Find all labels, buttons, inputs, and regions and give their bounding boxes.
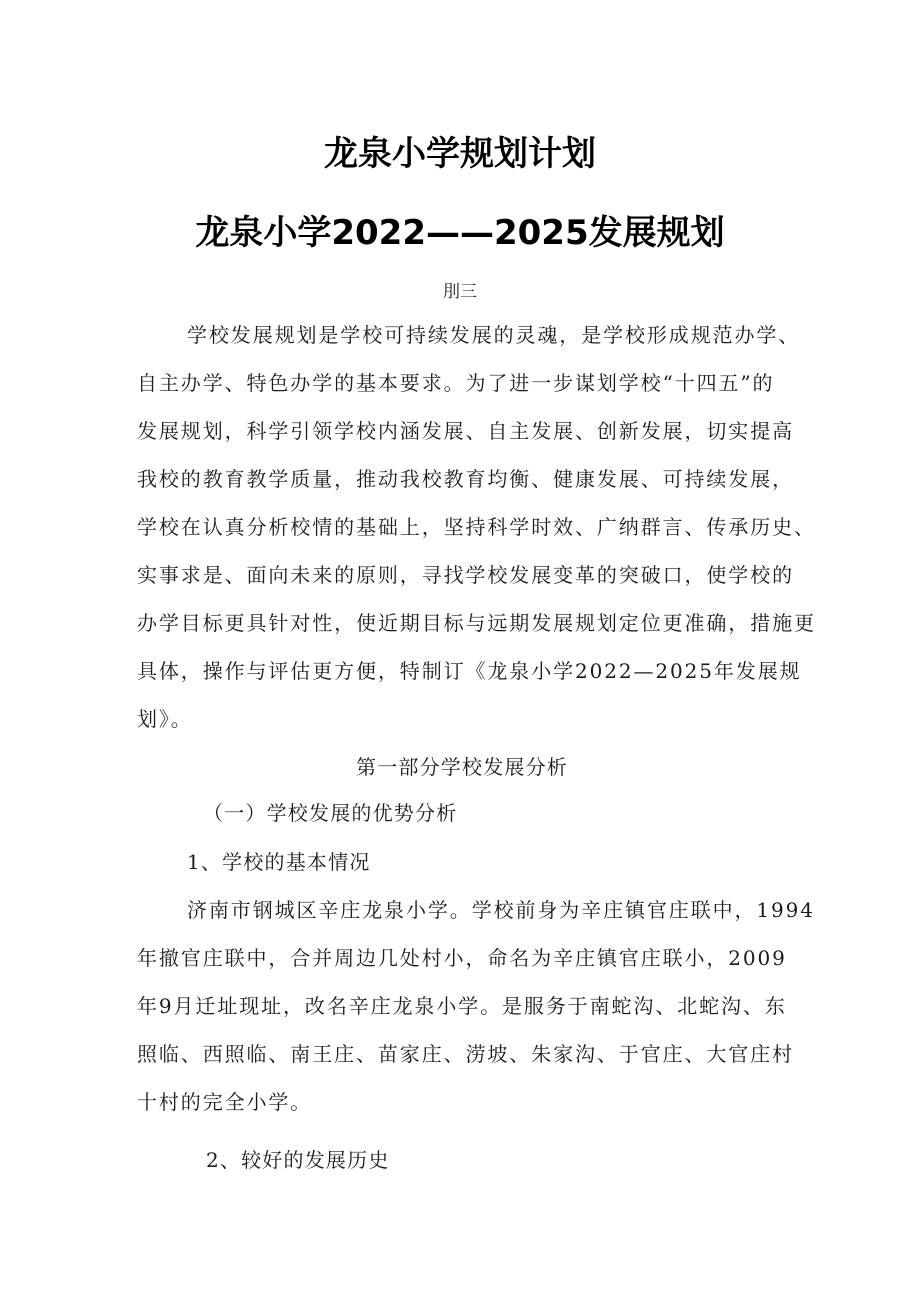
item1-line-3: 年9月迁址现址，改名辛庄龙泉小学。是服务于南蛇沟、北蛇沟、东 [137, 994, 787, 1018]
preface-line-2: 自主办学、特色办学的基本要求。为了进一步谋划学校“十四五”的 [137, 371, 775, 395]
preface-line-5: 学校在认真分析校情的基础上，坚持科学时效、广纳群言、传承历史、 [137, 515, 816, 539]
item1-line-4: 照临、西照临、南王庄、苗家庄、涝坡、朱家沟、于官庄、大官庄村 [137, 1042, 794, 1066]
preface-line-3: 发展规划，科学引领学校内涵发展、自主发展、创新发展，切实提高 [137, 419, 794, 443]
item1-line-1: 济南市钢城区辛庄龙泉小学。学校前身为辛庄镇官庄联中，1994 [187, 898, 815, 922]
preface-line-9: 划》。 [137, 707, 193, 731]
document-title: 龙泉小学规划计划 [324, 134, 596, 174]
document-subtitle: 龙泉小学2022——2025发展规划 [195, 213, 725, 253]
preface-line-8: 具体，操作与评估更方便，特制订《龙泉小学2022—2025年发展规 [137, 659, 802, 683]
preface-line-6: 实事求是、面向未来的原则，寻找学校发展变革的突破口，使学校的 [137, 563, 794, 587]
item1-line-2: 年撤官庄联中，合并周边几处村小，命名为辛庄镇官庄联小，2009 [137, 946, 787, 970]
sub-heading: （一）学校发展的优势分析 [203, 801, 458, 825]
item2-heading: 2、较好的发展历史 [206, 1148, 390, 1172]
item1-heading: 1、学校的基本情况 [187, 850, 371, 874]
preface-label: 刖三 [443, 282, 477, 302]
preface-line-7: 办学目标更具针对性，使近期目标与远期发展规划定位更准确，措施更 [137, 611, 816, 635]
preface-line-4: 我校的教育教学质量，推动我校教育均衡、健康发展、可持续发展， [137, 467, 794, 491]
part-heading: 第一部分学校发展分析 [356, 755, 568, 779]
item1-line-5: 十村的完全小学。 [137, 1090, 313, 1114]
preface-line-1: 学校发展规划是学校可持续发展的灵魂，是学校形成规范办学、 [187, 323, 801, 347]
